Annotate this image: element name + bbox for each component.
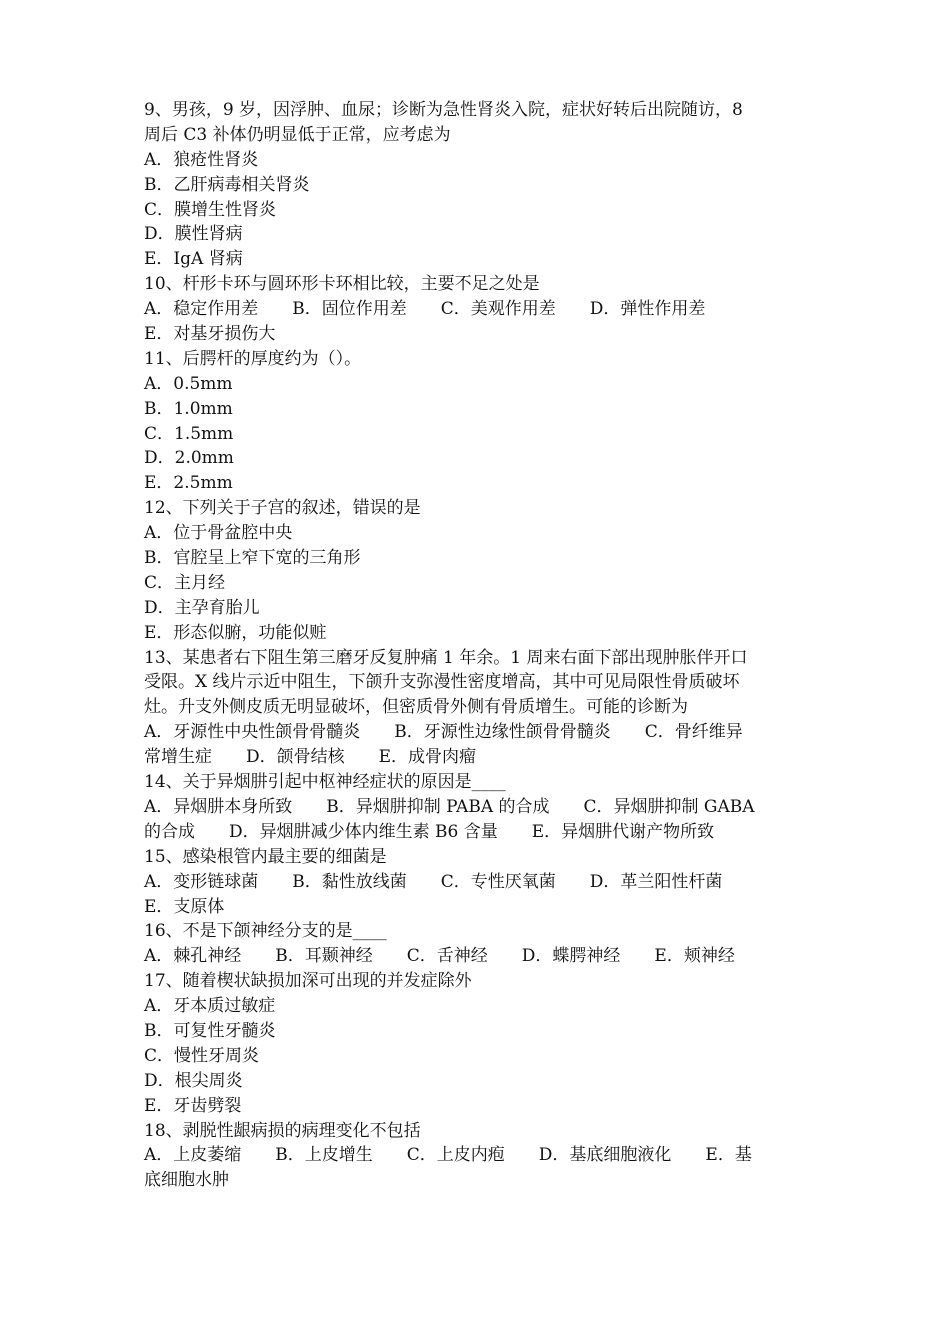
question-12 xyxy=(144,496,814,645)
option-e: E．IgA 肾病 xyxy=(144,249,243,270)
options-row: A．异烟肼本身所致 B．异烟肼抑制 PABA 的合成 C．异烟肼抑制 GABA xyxy=(144,796,755,817)
question-stem: 16、不是下颌神经分支的是____ xyxy=(144,921,387,942)
option-e: E．对基牙损伤大 xyxy=(144,324,276,345)
options-row: 常增生症 D．颌骨结核 E．成骨肉瘤 xyxy=(144,747,477,768)
option-c: C．主月经 xyxy=(144,572,226,593)
question-17 xyxy=(144,969,814,1118)
option-b: B．乙肝病毒相关肾炎 xyxy=(144,174,310,195)
question-10 xyxy=(144,272,814,347)
question-15 xyxy=(144,845,814,920)
option-a: A．狼疮性肾炎 xyxy=(144,149,259,170)
option-a: A．0.5mm xyxy=(144,373,233,394)
options-row: A．棘孔神经 B．耳颞神经 C．舌神经 D．蝶腭神经 E．颊神经 xyxy=(144,946,735,967)
question-stem: 15、感染根管内最主要的细菌是 xyxy=(144,846,387,867)
question-stem: 灶。升支外侧皮质无明显破坏，但密质骨外侧有骨质增生。可能的诊断为 xyxy=(144,697,688,718)
option-e: E．形态似腑，功能似赃 xyxy=(144,622,327,643)
option-b: B．1.0mm xyxy=(144,398,233,419)
question-stem: 9、男孩，9 岁，因浮肿、血尿；诊断为急性肾炎入院，症状好转后出院随访，8 xyxy=(144,100,743,120)
option-e: E．2.5mm xyxy=(144,473,233,494)
document-page xyxy=(144,98,814,1193)
question-stem: 12、下列关于子宫的叙述，错误的是 xyxy=(144,498,421,519)
question-stem: 11、后腭杆的厚度约为（）。 xyxy=(144,348,362,369)
option-d: D．主孕育胎儿 xyxy=(144,597,260,618)
question-stem: 17、随着楔状缺损加深可出现的并发症除外 xyxy=(144,971,472,992)
question-11 xyxy=(144,347,814,496)
option-d: D．膜性肾病 xyxy=(144,224,243,245)
option-c: C．慢性牙周炎 xyxy=(144,1045,260,1066)
question-9 xyxy=(144,98,814,272)
question-18 xyxy=(144,1119,814,1194)
question-stem: 周后 C3 补体仍明显低于正常，应考虑为 xyxy=(144,124,451,145)
question-16 xyxy=(144,919,814,969)
question-stem: 18、剥脱性龈病损的病理变化不包括 xyxy=(144,1120,421,1141)
option-a: A．位于骨盆腔中央 xyxy=(144,523,293,544)
option-e: E．支原体 xyxy=(144,896,225,917)
options-row: A．变形链球菌 B．黏性放线菌 C．专性厌氧菌 D．革兰阳性杆菌 xyxy=(144,871,723,892)
option-b: B．可复性牙髓炎 xyxy=(144,1020,276,1041)
question-stem: 14、关于异烟肼引起中枢神经症状的原因是____ xyxy=(144,772,506,793)
question-stem: 10、杆形卡环与圆环形卡环相比较，主要不足之处是 xyxy=(144,274,540,295)
option-e: E．牙齿劈裂 xyxy=(144,1095,242,1116)
option-b: B．官腔呈上窄下宽的三角形 xyxy=(144,548,361,569)
options-row: A．稳定作用差 B．固位作用差 C．美观作用差 D．弹性作用差 xyxy=(144,299,706,320)
options-row: 底细胞水肿 xyxy=(144,1170,229,1191)
option-d: D．根尖周炎 xyxy=(144,1070,243,1091)
options-row: A．牙源性中央性颌骨骨髓炎 B．牙源性边缘性颌骨骨髓炎 C．骨纤维异 xyxy=(144,722,743,743)
question-13 xyxy=(144,646,814,770)
option-a: A．牙本质过敏症 xyxy=(144,996,276,1017)
question-stem: 受限。X 线片示近中阻生，下颌升支弥漫性密度增高，其中可见局限性骨质破坏 xyxy=(144,672,740,693)
option-c: C．膜增生性肾炎 xyxy=(144,199,277,220)
option-c: C．1.5mm xyxy=(144,423,234,444)
question-14 xyxy=(144,770,814,845)
question-stem: 13、某患者右下阻生第三磨牙反复肿痛 1 年余。1 周来右面下部出现肿胀伴开口 xyxy=(144,647,748,668)
options-row: A．上皮萎缩 B．上皮增生 C．上皮内疱 D．基底细胞液化 E．基 xyxy=(144,1145,752,1166)
options-row: 的合成 D．异烟肼减少体内维生素 B6 含量 E．异烟肼代谢产物所致 xyxy=(144,821,715,842)
option-d: D．2.0mm xyxy=(144,448,234,469)
